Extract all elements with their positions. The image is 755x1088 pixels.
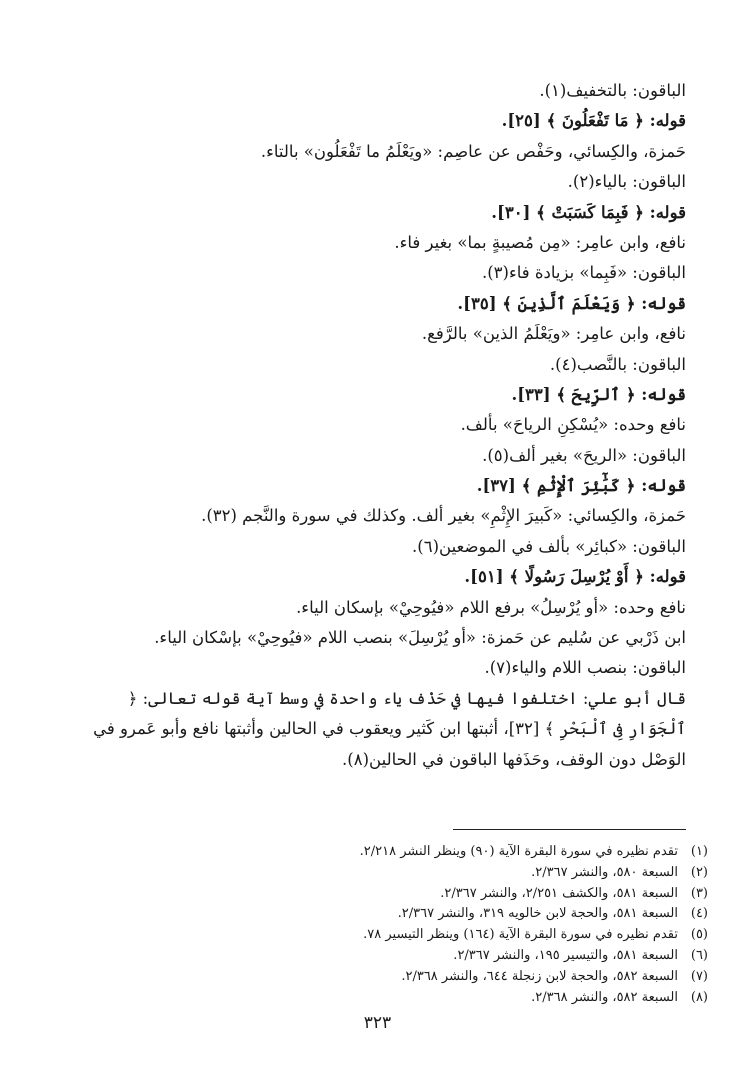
footnote — [70, 863, 708, 884]
footnote-number: (١) — [690, 844, 708, 859]
footnote-number: (٧) — [690, 968, 708, 984]
page-number: ٣٢٣ — [363, 1013, 392, 1033]
footnote-text: السبعة ٥٨٢، والنشر ٢/٣٦٨. — [531, 989, 678, 1005]
footnote-text: تقدم نظيره في سورة البقرة الآية (١٦٤) وينظر التيسير ٧٨. — [363, 927, 678, 943]
footnote-number: (٦) — [690, 947, 708, 963]
text-line: الباقون: «الريحَ» بغير ألف(٥). — [482, 445, 686, 465]
text-line: حَمزة، والكِسائي: «كَبيرَ الإِثْمِ» بغير ألف. وكذلك في سورة والنَّجم (٣٢). — [201, 506, 686, 526]
footnote-number: (٨) — [690, 989, 708, 1005]
text-line: نافع، وابن عامِر: «مِن مُصيبةٍ بما» بغير فاء. — [394, 232, 686, 252]
main-text — [70, 76, 686, 775]
footnote — [70, 904, 708, 925]
footnote — [70, 988, 708, 1009]
footnote-divider — [453, 829, 686, 830]
footnote-text: السبعة ٥٨٠، والنشر ٢/٣٦٧. — [531, 864, 678, 880]
footnote-text: السبعة ٥٨١، والكشف ٢/٢٥١، والنشر ٢/٣٦٧. — [440, 885, 678, 901]
text-line: قوله: ﴿ فَبِمَا كَسَبَتْ ﴾ [٣٠]. — [491, 202, 686, 222]
footnote-text: السبعة ٥٨١، والتيسير ١٩٥، والنشر ٢/٣٦٧. — [453, 947, 678, 963]
text-line: نافع وحده: «يُسْكِنِ الرياحَ» بألف. — [460, 415, 686, 435]
text-line: قوله: ﴿ وَيَعْلَمَ ٱلَّذِينَ ﴾ [٣٥]. — [457, 293, 686, 313]
text-line: الباقون: «فَبِما» بزيادة فاء(٣). — [481, 263, 686, 283]
text-line: حَمزة، والكِسائي، وحَفْص عن عاصِم: «ويَعْلَمُ ما تَفْعَلُون» بالتاء. — [260, 141, 686, 161]
footnote-number: (٢) — [690, 864, 708, 880]
footnote-number: (٤) — [690, 906, 708, 922]
footnotes — [70, 842, 708, 1008]
text-line: قوله: ﴿ كَبَٰٓئِرَ ٱلْإِثْمِ ﴾ [٣٧]. — [476, 476, 686, 496]
text-line: الباقون: بالتخفيف(١). — [539, 81, 686, 100]
text-line: الباقون: بنصب اللام والياء(٧). — [484, 658, 686, 678]
text-line: نافع وحده: «أو يُرْسِلُ» برفع اللام «فيُوحِيْ» بإسكان الياء. — [296, 597, 686, 617]
text-line: ابن ذَرْبي عن سُليم عن حَمزة: «أو يُرْسِلَ» بنصب اللام «فيُوحِيْ» بإسْكان الياء. — [154, 628, 686, 648]
footnote — [70, 946, 708, 967]
footnote-text: تقدم نظيره في سورة البقرة الآية (٩٠) وينظر النشر ٢/٢١٨. — [359, 844, 678, 859]
footnote-text: السبعة ٥٨٢، والحجة لابن زنجلة ٦٤٤، والنشر ٢/٣٦٨. — [401, 968, 678, 984]
footnote-number: (٣) — [690, 885, 708, 901]
footnote — [70, 842, 708, 863]
text-line: الباقون: بالنَّصب(٤). — [549, 354, 686, 374]
text-line: الباقون: «كبائِر» بألف في الموضعين(٦). — [412, 536, 686, 556]
text-line: قوله: ﴿ مَا تَفْعَلُونَ ﴾ [٢٥]. — [501, 111, 686, 131]
footnote-text: السبعة ٥٨١، والحجة لابن خالويه ٣١٩، والنشر ٢/٣٦٧. — [397, 906, 678, 922]
footnote — [70, 925, 708, 946]
text-line: قوله: ﴿ أَوْ يُرْسِلَ رَسُولًا ﴾ [٥١]. — [464, 567, 686, 587]
text-line: قوله: ﴿ ٱلرِّيحَ ﴾ [٣٣]. — [511, 384, 686, 404]
footnote-number: (٥) — [690, 927, 708, 943]
closing-paragraph: قال أبو علي: اختلفوا فيها في حَذْف ياء واحدة في وسط آية قوله تعالى: ﴿ ٱلْجَوَارِ فِى ٱلْبَحْرِ ﴾ [٣٢]، أثبتها ابن كَثير ويعقوب في الحالين وأثبتها نافع وأبو عَمرو في الوَصْل دون الوقف، وحَذَفها الباقون في الحالين(٨). — [93, 688, 686, 769]
footnote — [70, 967, 708, 988]
text-line: نافع، وابن عامِر: «ويَعْلَمُ الذين» بالرَّفع. — [421, 324, 686, 344]
footnote — [70, 884, 708, 905]
text-line: الباقون: بالياء(٢). — [567, 172, 686, 192]
